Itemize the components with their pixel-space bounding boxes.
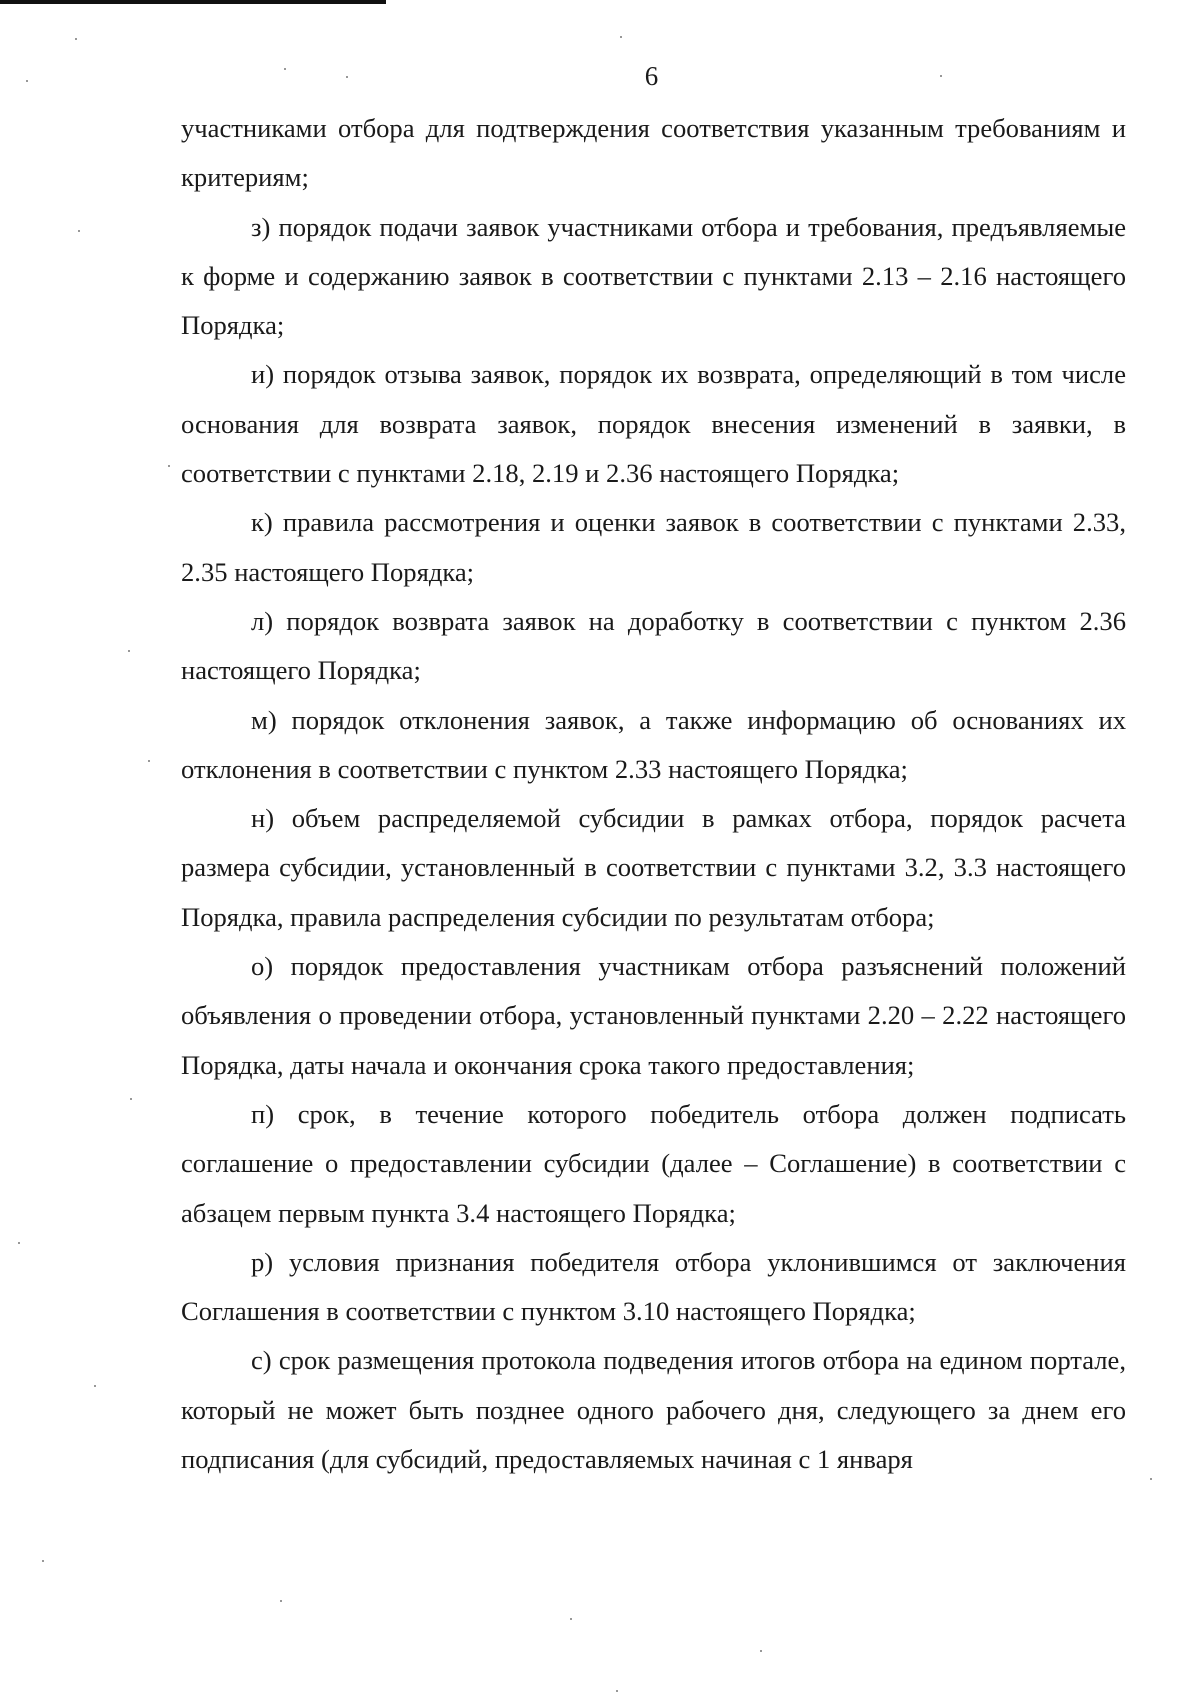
paragraph-r: р) условия признания победителя отбора уклонившимся от заключения Соглашения в соответствии с пунктом 3.10 настоящего Порядка; [181,1246,1126,1327]
page-number: 6 [644,61,659,91]
scan-speck [280,1600,282,1602]
scan-speck [940,75,942,77]
scan-speck [75,38,77,40]
scan-speck [616,1690,618,1692]
scan-speck [94,1385,96,1387]
paragraph-o: о) порядок предоставления участникам отбора разъяснений положений объявления о проведении отбора, установленный пунктами 2.20 – 2.22 настоящего Порядка, даты начала и окончания срока такого предоставления; [181,951,1126,1080]
scan-speck [128,650,130,652]
scan-speck [18,1242,20,1244]
paragraph-continuation: участниками отбора для подтверждения соответствия указанным требованиям и критериям; [181,113,1126,193]
scan-speck [148,760,150,762]
scan-speck [78,230,80,232]
scan-speck [620,36,622,38]
paragraph-l: л) порядок возврата заявок на доработку в соответствии с пунктом 2.36 настоящего Порядка; [181,605,1126,686]
scan-speck [1150,1478,1152,1480]
paragraph-m: м) порядок отклонения заявок, а также информацию об основаниях их отклонения в соответствии с пунктом 2.33 настоящего Порядка; [181,704,1126,784]
top-border-line [0,0,386,4]
scan-speck [130,1098,132,1100]
paragraph-p: п) срок, в течение которого победитель отбора должен подписать соглашение о предоставлении субсидии (далее – Соглашение) в соответствии с абзацем первым пункта 3.4 настоящего Порядка; [181,1098,1126,1228]
paragraph-i: и) порядок отзыва заявок, порядок их возврата, определяющий в том числе основания для возврата заявок, порядок внесения изменений в заявки, в соответствии с пунктами 2.18, 2.19 и 2.36 настоящего Порядка; [181,359,1126,489]
scan-speck [26,80,28,82]
scan-speck [284,68,286,70]
paragraph-n: н) объем распределяемой субсидии в рамках отбора, порядок расчета размера субсидии, установленный в соответствии с пунктами 3.2, 3.3 настоящего Порядка, правила распределения субсидии по результатам отбора; [181,803,1126,932]
paragraph-s: с) срок размещения протокола подведения итогов отбора на едином портале, который не может быть позднее одного рабочего дня, следующего за днем его подписания (для субсидий, предоставляемых начиная с 1 января [181,1345,1126,1475]
document-body [181,104,1126,1484]
scan-speck [760,1650,762,1652]
paragraph-k: к) правила рассмотрения и оценки заявок в соответствии с пунктами 2.33, 2.35 настоящего Порядка; [181,507,1126,587]
scan-speck [42,1560,44,1562]
paragraph-z: з) порядок подачи заявок участниками отбора и требования, предъявляемые к форме и содержанию заявок в соответствии с пунктами 2.13 – 2.16 настоящего Порядка; [181,211,1126,341]
scan-speck [168,465,170,467]
scan-speck [346,76,348,78]
scan-speck [570,1618,572,1620]
